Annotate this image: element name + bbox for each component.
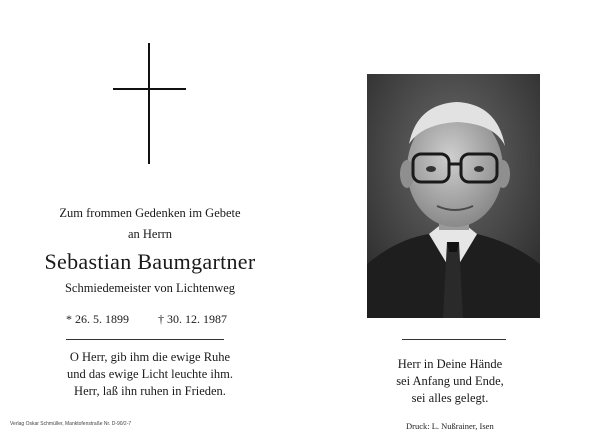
intro-line-1: Zum frommen Gedenken im Gebete — [59, 206, 241, 220]
prayer-right-line: Herr in Deine Hände — [397, 357, 503, 371]
prayer-left-line: O Herr, gib ihm die ewige Ruhe — [69, 350, 231, 364]
printer-note: Druck: L. Nußrainer, Isen — [406, 421, 494, 431]
deceased-name: Sebastian Baumgartner — [44, 249, 256, 274]
death-date: † 30. 12. 1987 — [158, 312, 227, 326]
divider-left — [66, 339, 224, 340]
prayer-right-line: sei Anfang und Ende, — [396, 374, 504, 388]
prayer-right-line: sei alles gelegt. — [411, 391, 489, 405]
portrait-illustration — [367, 74, 540, 318]
prayer-left-line: und das ewige Licht leuchte ihm. — [67, 367, 233, 381]
intro-line-2: an Herrn — [127, 227, 173, 241]
cross-horizontal-bar — [113, 88, 186, 90]
publisher-note: Verlag Oskar Schmüller, Manktofenstraße Nr. D-90/2-7 — [10, 421, 132, 427]
prayer-left-line: Herr, laß ihn ruhen in Frieden. — [74, 384, 226, 398]
prayer-right — [300, 356, 600, 407]
portrait-photo — [367, 74, 540, 318]
deceased-title: Schmiedemeister von Lichtenweg — [64, 281, 236, 295]
cross-vertical-bar — [148, 43, 150, 164]
divider-right — [402, 339, 506, 340]
birth-date: * 26. 5. 1899 — [66, 312, 129, 326]
prayer-left — [0, 349, 300, 400]
